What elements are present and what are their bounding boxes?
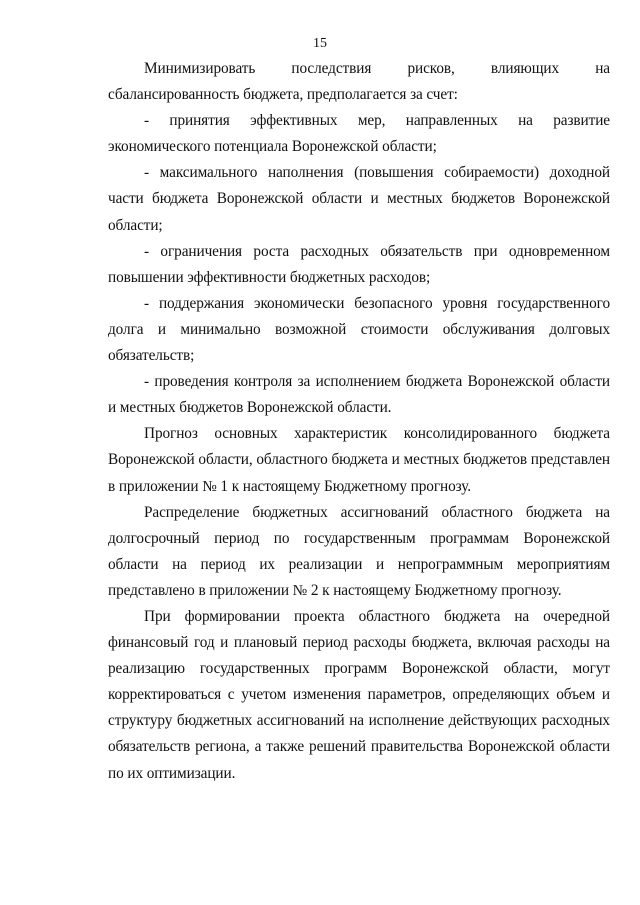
paragraph-bullet-revenue: - максимального наполнения (повышения собираемости) доходной части бюджета Воронежской области и местных бюджетов Воронежской области; <box>108 164 610 234</box>
document-body <box>108 56 610 787</box>
paragraph-allocation-appendix-2: Распределение бюджетных ассигнований областного бюджета на долгосрочный период по государственным программам Воронежской области на период их реализации и непрограммным мероприятиям представлено в приложении № 2 к настоящему Бюджетному прогнозу. <box>108 503 610 599</box>
paragraph-budget-formation: При формировании проекта областного бюджета на очередной финансовый год и плановый период расходы бюджета, включая расходы на реализацию государственных программ Воронежской области, могут корректироваться с учетом изменения параметров, определяющих объем и структуру бюджетных ассигнований на исполнение действующих расходных обязательств региона, а также решений правительства Воронежской области по их оптимизации. <box>108 607 610 782</box>
paragraph-bullet-expense-limits: - ограничения роста расходных обязательств при одновременном повышении эффективности бюджетных расходов; <box>108 242 610 286</box>
paragraph-bullet-effective-measures: - принятия эффективных мер, направленных на развитие экономического потенциала Воронежской области; <box>108 112 610 156</box>
paragraph-forecast-appendix-1: Прогноз основных характеристик консолидированного бюджета Воронежской области, областного бюджета и местных бюджетов представлен в приложении № 1 к настоящему Бюджетному прогнозу. <box>108 425 610 495</box>
paragraph-intro: Минимизировать последствия рисков, влияющих на сбалансированность бюджета, предполагается за счет: <box>108 60 610 104</box>
page-number: 15 <box>313 36 327 51</box>
paragraph-bullet-debt-level: - поддержания экономически безопасного уровня государственного долга и минимально возможной стоимости обслуживания долговых обязательств; <box>108 294 610 365</box>
paragraph-bullet-budget-control: - проведения контроля за исполнением бюджета Воронежской области и местных бюджетов Воронежской области. <box>108 373 610 417</box>
